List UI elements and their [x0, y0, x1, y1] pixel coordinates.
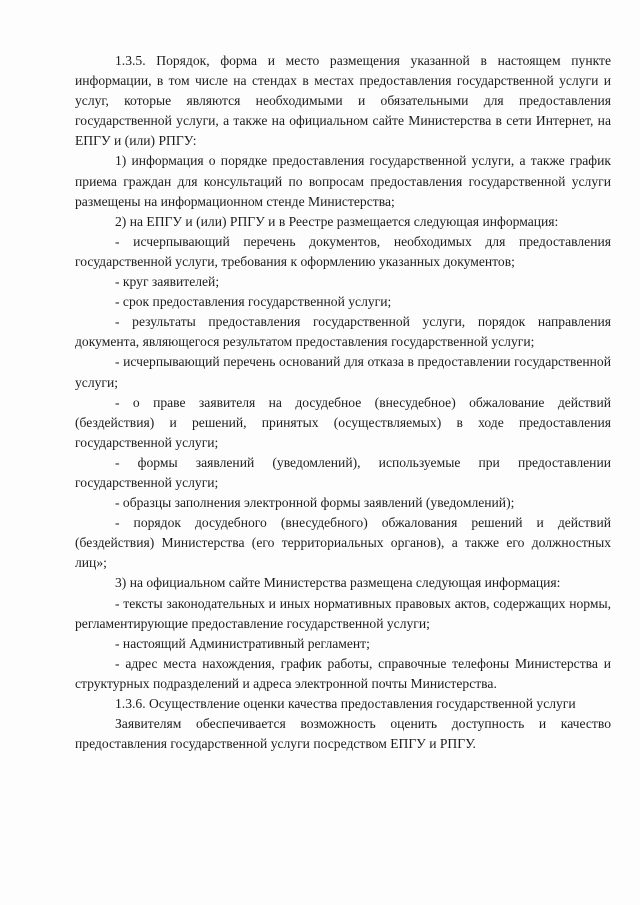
list-item: - исчерпывающий перечень оснований для отказа в предоставлении государственной услуги;: [75, 354, 611, 390]
list-item: - срок предоставления государственной услуги;: [115, 294, 392, 310]
list-item: - формы заявлений (уведомлений), используемые при предоставлении государственной услуги;: [75, 454, 611, 490]
paragraph-item-2: 2) на ЕПГУ и (или) РПГУ и в Реестре размещается следующая информация:: [115, 213, 559, 229]
list-item: - настоящий Административный регламент;: [115, 635, 370, 651]
list-item: - образцы заполнения электронной формы заявлений (уведомлений);: [115, 495, 515, 511]
list-item: - результаты предоставления государственной услуги, порядок направления документа, являющегося результатом предоставления государственной услуги;: [75, 314, 611, 350]
document-body: [75, 51, 611, 754]
list-item: - круг заявителей;: [115, 274, 220, 290]
paragraph-1-3-5: 1.3.5. Порядок, форма и место размещения указанной в настоящем пункте информации, в том числе на стендах в местах предоставления государственной услуги и услуг, которые являются необходимыми и обязательными для предоставления государственной услуги, а также на официальном сайте Министерства в сети Интернет, на ЕПГУ и (или) РПГУ:: [75, 53, 611, 149]
paragraph-item-1: 1) информация о порядке предоставления государственной услуги, а также график приема граждан для консультаций по вопросам предоставления государственной услуги размещены на информационном стенде Министерства;: [75, 153, 611, 209]
list-item: - тексты законодательных и иных нормативных правовых актов, содержащих нормы, регламентирующие предоставление государственной услуги;: [75, 595, 611, 631]
list-item: - исчерпывающий перечень документов, необходимых для предоставления государственной услуги, требования к оформлению указанных документов;: [75, 233, 611, 269]
paragraph-item-3: 3) на официальном сайте Министерства размещена следующая информация:: [115, 575, 561, 591]
list-item: - порядок досудебного (внесудебного) обжалования решений и действий (бездействия) Министерства (его территориальных органов), а также его должностных лиц»;: [75, 515, 611, 571]
paragraph-final: Заявителям обеспечивается возможность оценить доступность и качество предоставления государственной услуги посредством ЕПГУ и РПГУ.: [75, 716, 611, 752]
list-item: - адрес места нахождения, график работы, справочные телефоны Министерства и структурных подразделений и адреса электронной почты Министерства.: [75, 655, 611, 691]
list-item: - о праве заявителя на досудебное (внесудебное) обжалование действий (бездействия) и решений, принятых (осуществляемых) в ходе предоставления государственной услуги;: [75, 394, 611, 450]
paragraph-1-3-6: 1.3.6. Осуществление оценки качества предоставления государственной услуги: [115, 696, 576, 711]
